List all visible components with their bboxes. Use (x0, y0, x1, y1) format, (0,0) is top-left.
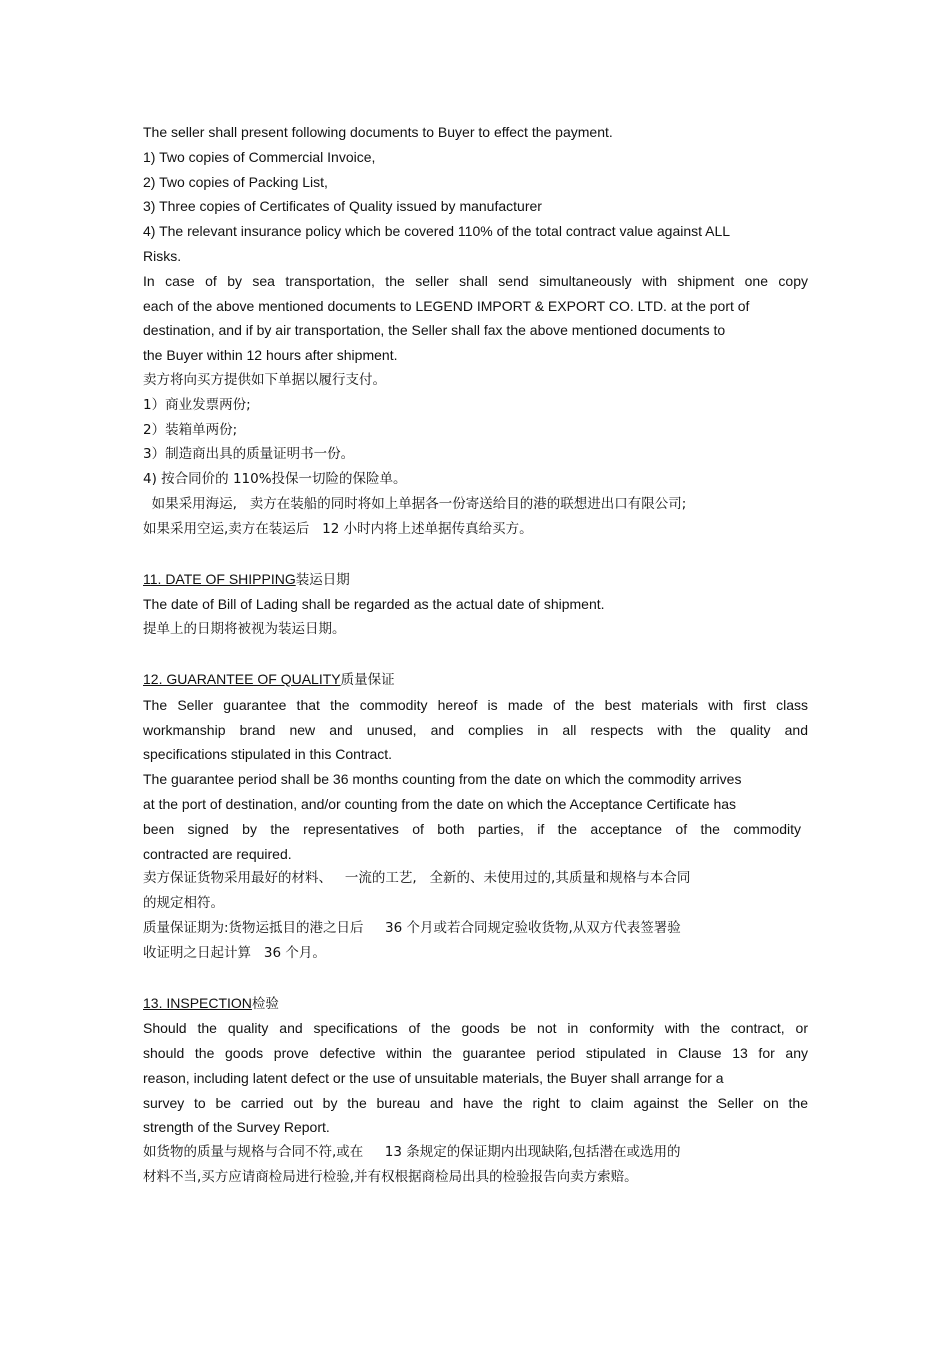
cn-payment-item-3: 3）制造商出具的质量证明书一份。 (143, 446, 355, 463)
cn-payment-item-2: 2）装箱单两份; (143, 421, 238, 438)
section-12-p2-line4: contracted are required. (143, 845, 292, 862)
cn-payment-item-1: 1）商业发票两份; (143, 396, 251, 413)
payment-item-4-cont: Risks. (143, 247, 182, 264)
sea-transport-line: In case of by sea transportation, the seller shall send simultaneously with shipment one copy (143, 272, 808, 289)
section-gap (143, 642, 808, 667)
section-13-heading (143, 991, 808, 1017)
section-gap (143, 966, 808, 991)
payment-item-4: 4) The relevant insurance policy which be covered 110% of the total contract value against ALL (143, 223, 731, 240)
section-12-cn2-line2: 收证明之日起计算 36 个月。 (143, 944, 326, 961)
section-13-cn-line1: 如货物的质量与规格与合同不符,或在 13 条规定的保证期内出现缺陷,包括潜在或选用的 (143, 1144, 681, 1161)
payment-item-1: 1) Two copies of Commercial Invoice, (143, 148, 376, 165)
section-12-cn1-line1: 卖方保证货物采用最好的材料、 一流的工艺, 全新的、未使用过的,其质量和规格与本合同 (143, 870, 691, 887)
section-13-p1-line5: strength of the Survey Report. (143, 1119, 330, 1136)
section-12-p1-line2: workmanship brand new and unused, and complies in all respects with the quality and (143, 721, 808, 738)
section-gap (143, 542, 808, 567)
section-12-heading (143, 667, 808, 693)
air-transport-line: destination, and if by air transportation, the Seller shall fax the above mentioned documents to (143, 322, 726, 339)
section-13-p1-line1: Should the quality and specifications of the goods be not in conformity with the contract, or (143, 1020, 808, 1037)
section-13-heading-en: 13. INSPECTION (143, 994, 252, 1011)
section-11-heading-cn: 装运日期 (295, 571, 350, 588)
section-12-heading-en: 12. GUARANTEE OF QUALITY (143, 670, 341, 687)
sea-transport-line-cont: each of the above mentioned documents to LEGEND IMPORT & EXPORT CO. LTD. at the port of (143, 297, 750, 314)
section-11-text: The date of Bill of Lading shall be regarded as the actual date of shipment. (143, 596, 605, 613)
section-11-text-cn: 提单上的日期将被视为装运日期。 (143, 621, 346, 638)
section-12-p2-line3: been signed by the representatives of both parties, if the acceptance of the commodity (143, 820, 801, 837)
cn-payment-item-4: 4) 按合同价的 110%投保一切险的保险单。 (143, 471, 407, 488)
section-13-p1-line4: survey to be carried out by the bureau and have the right to claim against the Seller on the (143, 1094, 808, 1111)
section-12-heading-cn: 质量保证 (340, 671, 395, 688)
section-date-of-shipping (143, 567, 808, 642)
section-13-cn-line2: 材料不当,买方应请商检局进行检验,并有权根据商检局出具的检验报告向卖方索赔。 (143, 1169, 638, 1186)
section-12-p1-line3: specifications stipulated in this Contract. (143, 746, 393, 763)
section-11-heading-en: 11. DATE OF SHIPPING (143, 570, 296, 587)
section-guarantee-of-quality (143, 667, 808, 966)
payment-intro: The seller shall present following documents to Buyer to effect the payment. (143, 124, 613, 140)
cn-sea-transport: 如果采用海运, 卖方在装船的同时将如上单据各一份寄送给目的港的联想进出口有限公司; (143, 495, 687, 512)
payment-item-3: 3) Three copies of Certificates of Quality issued by manufacturer (143, 198, 542, 215)
section-13-heading-cn: 检验 (251, 995, 279, 1012)
payment-documents-section (143, 120, 808, 542)
section-12-p2-line2: at the port of destination, and/or counting from the date on which the Acceptance Certificate has (143, 795, 737, 812)
payment-item-2: 2) Two copies of Packing List, (143, 173, 328, 190)
section-11-heading (143, 567, 808, 593)
cn-air-transport: 如果采用空运,卖方在装运后 12 小时内将上述单据传真给买方。 (143, 520, 533, 537)
document-page (143, 120, 808, 1190)
section-13-p1-line3: reason, including latent defect or the use of unsuitable materials, the Buyer shall arrange for a (143, 1069, 724, 1086)
air-transport-line-cont: the Buyer within 12 hours after shipment. (143, 347, 398, 364)
section-12-p2-line1: The guarantee period shall be 36 months counting from the date on which the commodity arrives (143, 771, 742, 788)
section-13-p1-line2: should the goods prove defective within the guarantee period stipulated in Clause 13 for any (143, 1045, 808, 1062)
section-12-p1-line1: The Seller guarantee that the commodity hereof is made of the best materials with first class (143, 696, 808, 713)
section-12-cn1-line2: 的规定相符。 (143, 895, 224, 912)
section-12-cn2-line1: 质量保证期为:货物运抵目的港之日后 36 个月或若合同规定验收货物,从双方代表签署验 (143, 919, 681, 936)
cn-payment-intro: 卖方将向买方提供如下单据以履行支付。 (143, 371, 386, 388)
section-inspection (143, 991, 808, 1190)
